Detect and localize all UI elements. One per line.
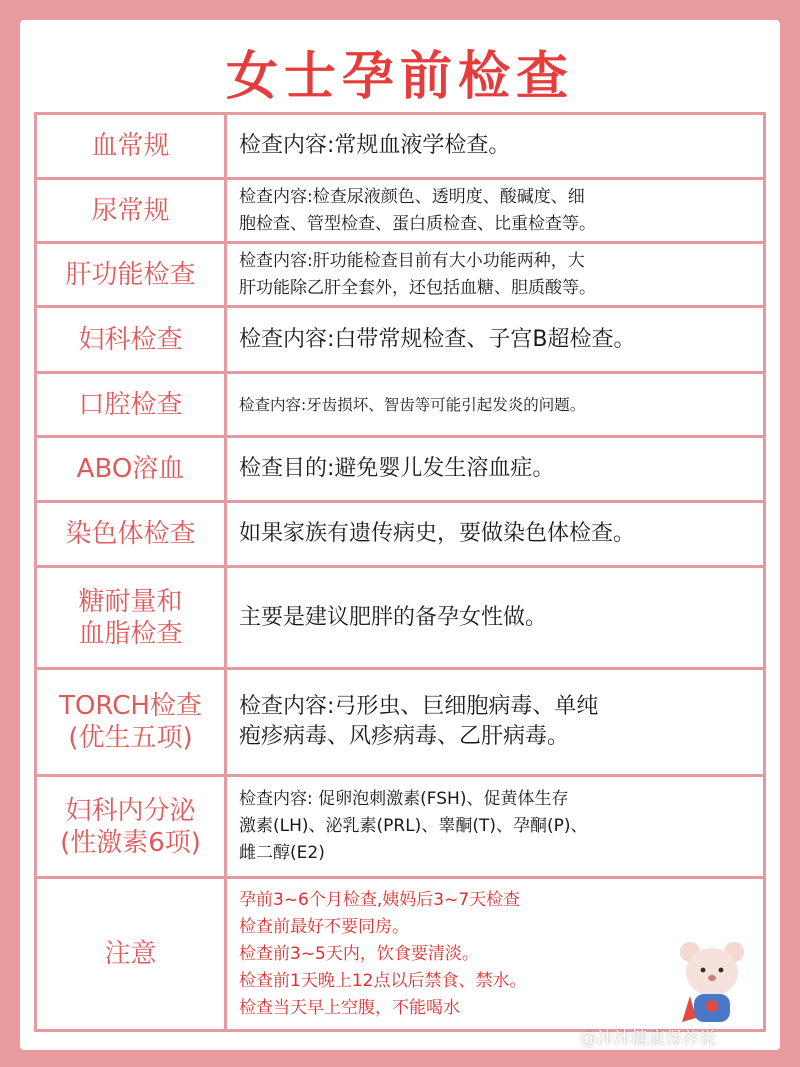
table-row [37,308,763,374]
row-content: 检查内容:白带常规检查、子宫B超检查。 [239,326,636,352]
card [20,20,780,1050]
table-row [37,374,763,438]
row-content: 如果家族有遗传病史，要做染色体检查。 [239,521,636,546]
table-row [37,568,763,670]
row-content: 检查目的:避免婴儿发生溶血症。 [239,456,555,481]
table-row [37,244,763,308]
watermark: @沐沐健康保养说 [580,1029,716,1049]
table-row [37,438,763,503]
table-row [37,777,763,879]
row-label: 肝功能检查 [37,244,227,305]
table-row [37,670,763,777]
row-label: 注意 [37,879,227,1029]
page-title: 女士孕前检查 [225,47,574,107]
bear-mascot-icon [676,938,748,1028]
row-label: 尿常规 [37,180,227,241]
table-row [37,180,763,244]
row-label: TORCH检查 (优生五项) [37,670,227,774]
row-label: 染色体检查 [37,503,227,565]
row-label: 口腔检查 [37,374,227,435]
row-content: 检查内容:肝功能检查目前有大小功能两种，大 肝功能除乙肝全套外，还包括血糖、胆质酸等。 [239,250,596,298]
row-label: 妇科检查 [37,308,227,371]
row-content: 检查内容: 促卵泡刺激素(FSH)、促黄体生存 激素(LH)、泌乳素(PRL)、睾酮(T)、孕酮(P)、 雌二醇(E2) [239,789,588,863]
exam-table [34,112,766,1032]
table-row-notice [37,879,763,1029]
row-label: 血常规 [37,115,227,177]
row-content: 主要是建议肥胖的备孕女性做。 [239,604,548,630]
row-content: 检查内容:牙齿损坏、智齿等可能引起发炎的问题。 [239,395,586,414]
table-row [37,115,763,180]
row-label: ABO溶血 [37,438,227,500]
row-content: 检查内容:检查尿液颜色、透明度、酸碱度、细 胞检查、管型检查、蛋白质检查、比重检查等。 [239,186,596,234]
row-content: 检查内容:弓形虫、巨细胞病毒、单纯 疱疹病毒、风疹病毒、乙肝病毒。 [239,694,599,749]
row-label: 糖耐量和 血脂检查 [37,568,227,667]
table-row [37,503,763,568]
row-label: 妇科内分泌 (性激素6项) [37,777,227,876]
row-content: 检查内容:常规血液学检查。 [239,133,511,158]
row-content: 孕前3~6个月检查,姨妈后3~7天检查 检查前最好不要同房。 检查前3~5天内，饮食要清淡。 检查前1天晚上12点以后禁食、禁水。 检查当天早上空腹，不能喝水 [239,889,527,1018]
